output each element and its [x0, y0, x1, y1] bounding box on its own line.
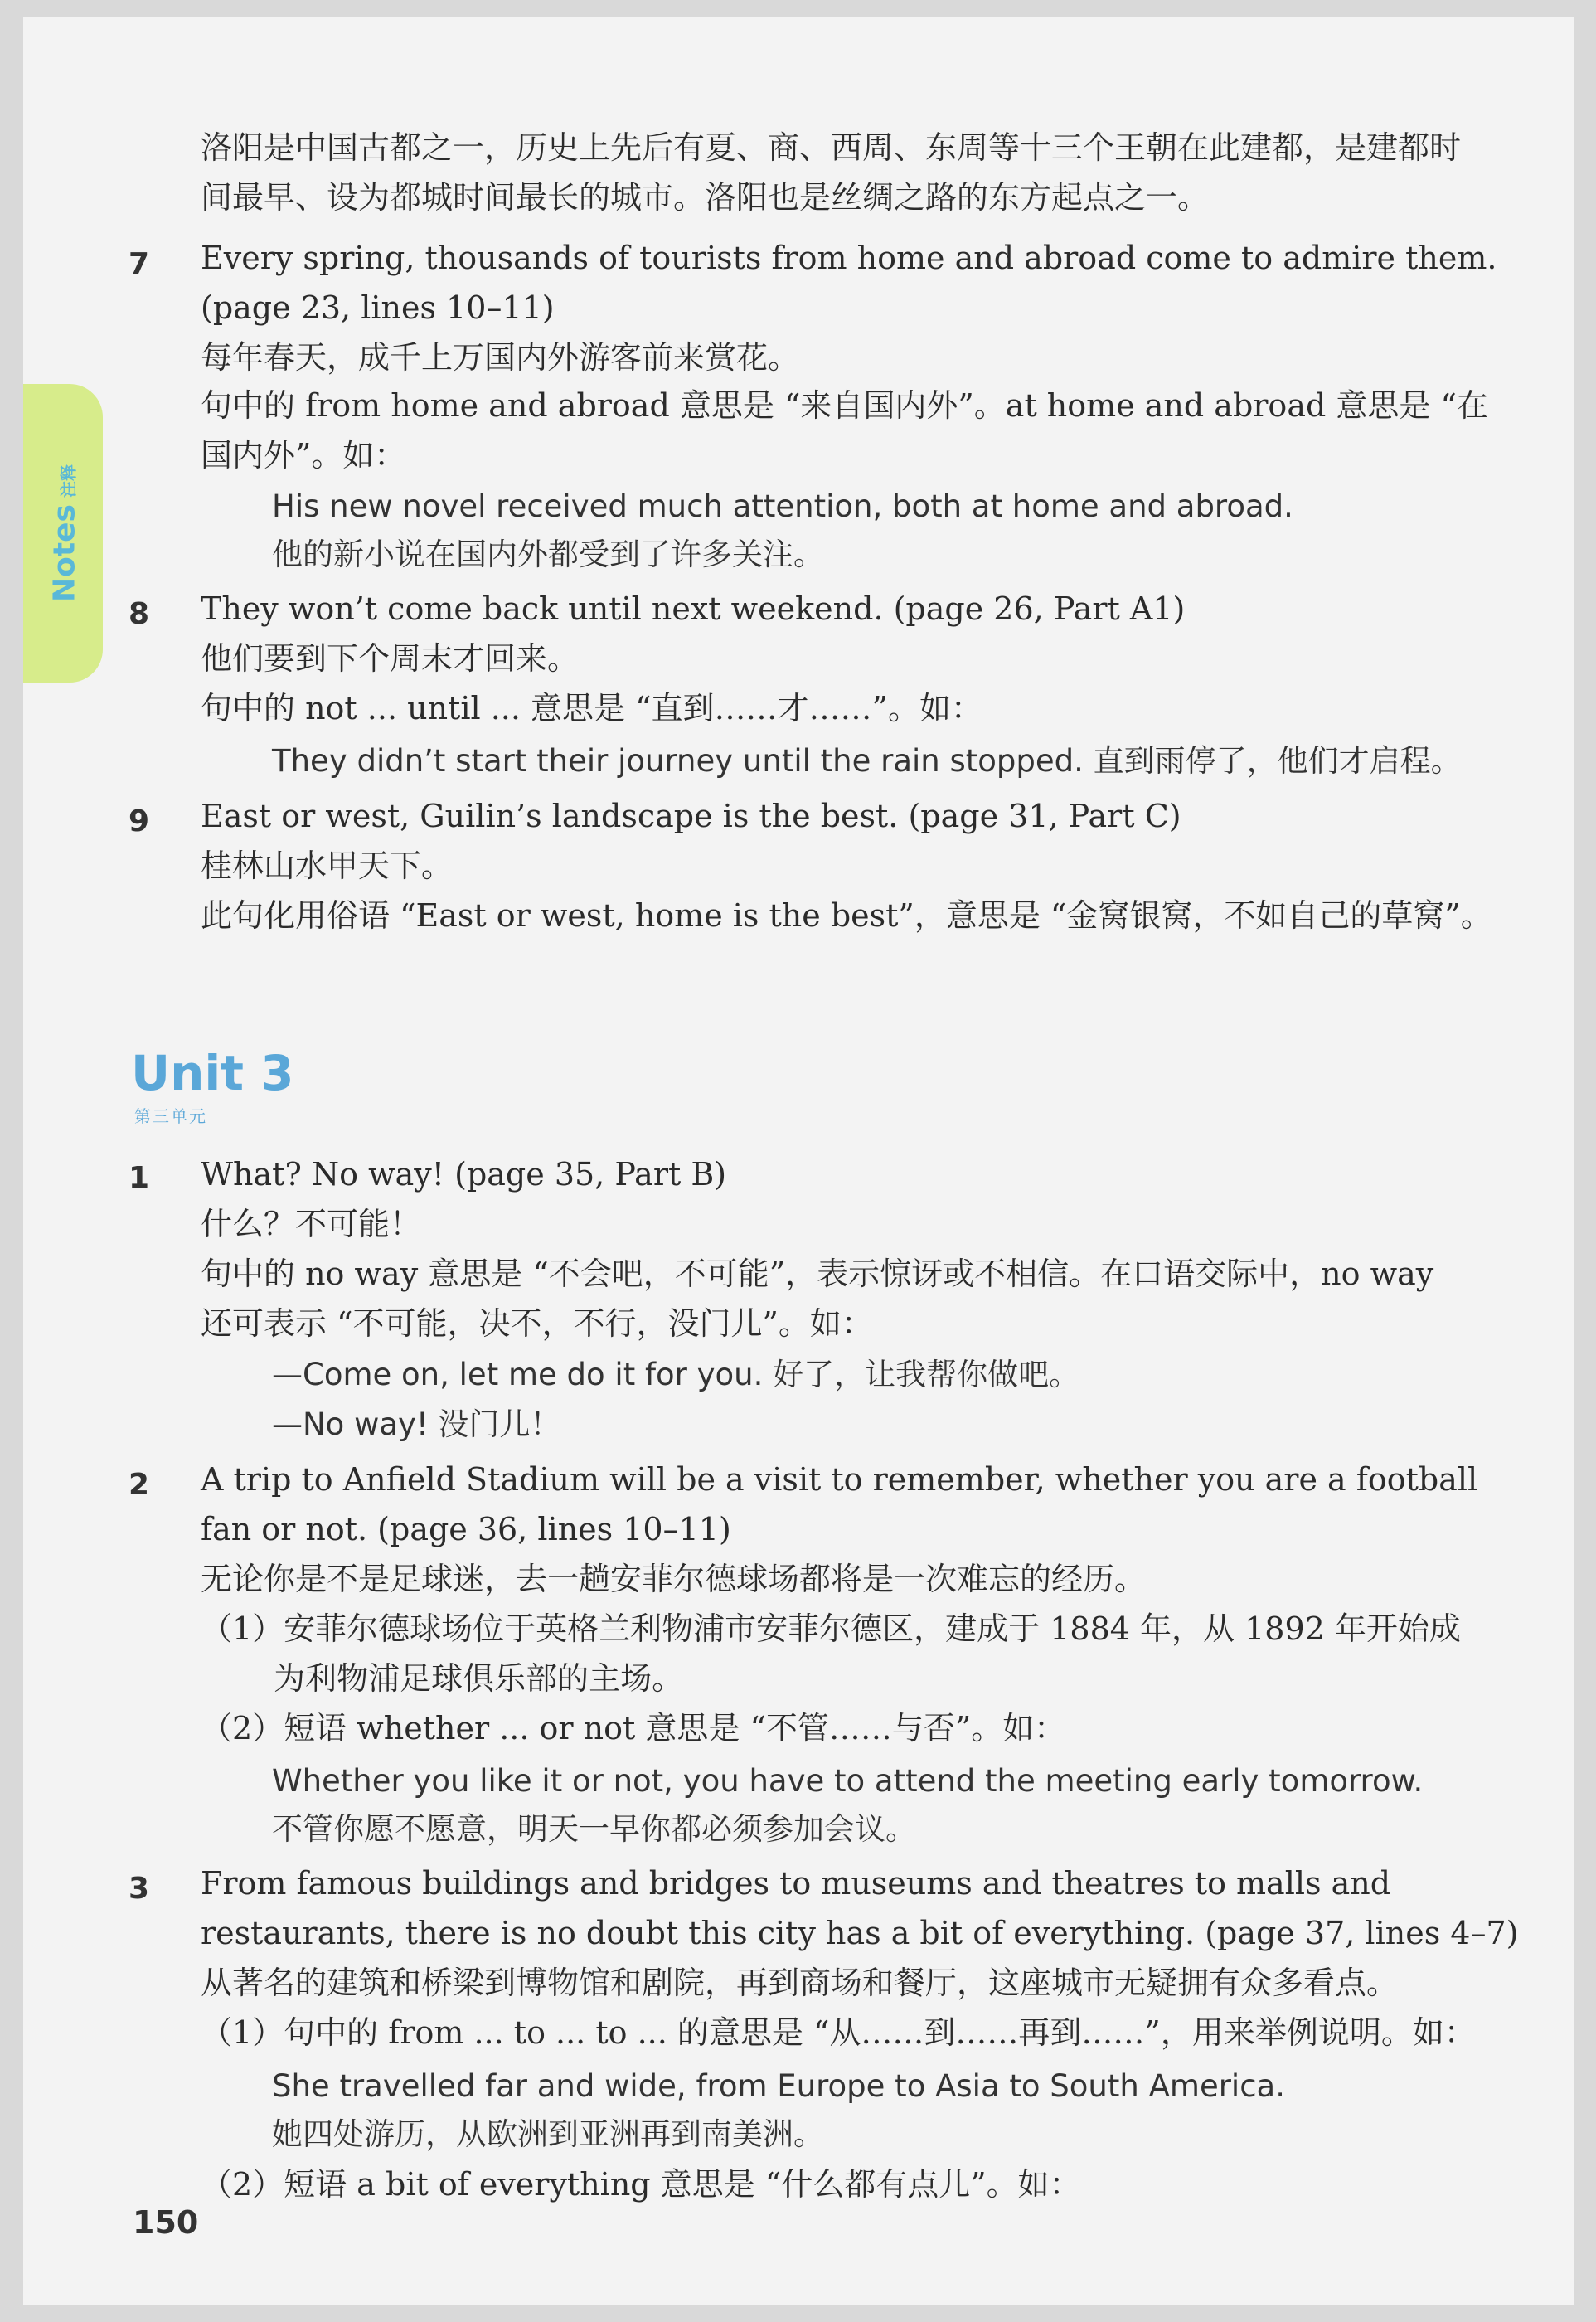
example-translation: 不管你愿不愿意，明天一早你都必须参加会议。 — [272, 1811, 916, 1847]
note-line: 此句化用俗语 “East or west, home is the best”，意思是 “金窝银窝，不如自己的草窝”。 — [201, 897, 1492, 934]
note-number: 9 — [129, 804, 150, 838]
note-number: 3 — [129, 1872, 150, 1906]
note-line: East or west, Guilin’s landscape is the best. (page 31, Part C) — [201, 798, 1181, 834]
note-number: 8 — [129, 597, 150, 631]
note-line: 还可表示 “不可能，决不，不行，没门儿”。如： — [201, 1305, 873, 1342]
example-sentence: She travelled far and wide, from Europe to Asia to South America. — [272, 2068, 1285, 2104]
note-line: From famous buildings and bridges to museums and theatres to malls and — [201, 1865, 1391, 1902]
note-line: fan or not. (page 36, lines 10–11) — [201, 1511, 731, 1547]
note-number: 7 — [129, 247, 150, 281]
unit-title: Unit 3 — [131, 1045, 294, 1101]
example-translation: 她四处游历，从欧洲到亚洲再到南美洲。 — [272, 2116, 824, 2152]
continuation-line-2: 间最早、设为都城时间最长的城市。洛阳也是丝绸之路的东方起点之一。 — [201, 179, 1210, 216]
example-translation: 他的新小说在国内外都受到了许多关注。 — [272, 537, 824, 572]
note-line: 什么？不可能！ — [201, 1206, 422, 1242]
note-line: 句中的 not ... until ... 意思是 “直到……才……”。如： — [201, 690, 982, 726]
example-dialogue: —Come on, let me do it for you. 好了，让我帮你做吧。 — [272, 1357, 1080, 1392]
sub-note: （2）短语 a bit of everything 意思是 “什么都有点儿”。如： — [201, 2166, 1081, 2203]
note-line: They won’t come back until next weekend. (page 26, Part A1) — [201, 590, 1186, 627]
notes-tab-en: Notes — [47, 504, 82, 602]
note-line: What? No way! (page 35, Part B) — [201, 1156, 727, 1193]
notes-tab-label — [48, 464, 82, 602]
note-line: 桂林山水甲天下。 — [201, 848, 454, 884]
sub-note: （1）安菲尔德球场位于英格兰利物浦市安菲尔德区，建成于 1884 年，从 1892 年开始成 — [201, 1610, 1461, 1647]
note-line: 他们要到下个周末才回来。 — [201, 640, 580, 677]
note-line: Every spring, thousands of tourists from home and abroad come to admire them. — [201, 240, 1497, 276]
note-line: restaurants, there is no doubt this city has a bit of everything. (page 37, lines 4–7) — [201, 1915, 1519, 1951]
note-line: (page 23, lines 10–11) — [201, 289, 555, 326]
sub-note: （2）短语 whether ... or not 意思是 “不管……与否”。如： — [201, 1710, 1066, 1746]
sub-note: 为利物浦足球俱乐部的主场。 — [201, 1660, 684, 1697]
continuation-line-1: 洛阳是中国古都之一，历史上先后有夏、商、西周、东周等十三个王朝在此建都，是建都时 — [201, 129, 1462, 166]
example-dialogue: —No way! 没门儿！ — [272, 1406, 561, 1442]
unit-subtitle: 第三单元 — [134, 1106, 207, 1126]
note-line: 从著名的建筑和桥梁到博物馆和剧院，再到商场和餐厅，这座城市无疑拥有众多看点。 — [201, 1965, 1399, 2001]
note-line: 无论你是不是足球迷，去一趟安菲尔德球场都将是一次难忘的经历。 — [201, 1561, 1147, 1597]
page-number: 150 — [133, 2204, 199, 2241]
note-number: 2 — [129, 1468, 150, 1502]
note-line: 句中的 from home and abroad 意思是 “来自国内外”。at home and abroad 意思是 “在 — [201, 387, 1488, 424]
notes-side-tab — [23, 384, 103, 683]
example-sentence: Whether you like it or not, you have to attend the meeting early tomorrow. — [272, 1763, 1424, 1799]
notes-tab-zh: 注释 — [58, 464, 79, 498]
note-line: 句中的 no way 意思是 “不会吧，不可能”，表示惊讶或不相信。在口语交际中，no way — [201, 1256, 1434, 1292]
sub-note: （1）句中的 from ... to ... to ... 的意思是 “从……到……再到……”，用来举例说明。如： — [201, 2014, 1476, 2051]
note-line: 国内外”。如： — [201, 437, 406, 474]
note-line: 每年春天，成千上万国内外游客前来赏花。 — [201, 339, 800, 376]
note-line: A trip to Anfield Stadium will be a visit to remember, whether you are a football — [201, 1461, 1478, 1498]
example-sentence: They didn’t start their journey until the rain stopped. 直到雨停了，他们才启程。 — [272, 743, 1462, 779]
note-number: 1 — [129, 1161, 150, 1195]
example-sentence: His new novel received much attention, both at home and abroad. — [272, 488, 1293, 524]
